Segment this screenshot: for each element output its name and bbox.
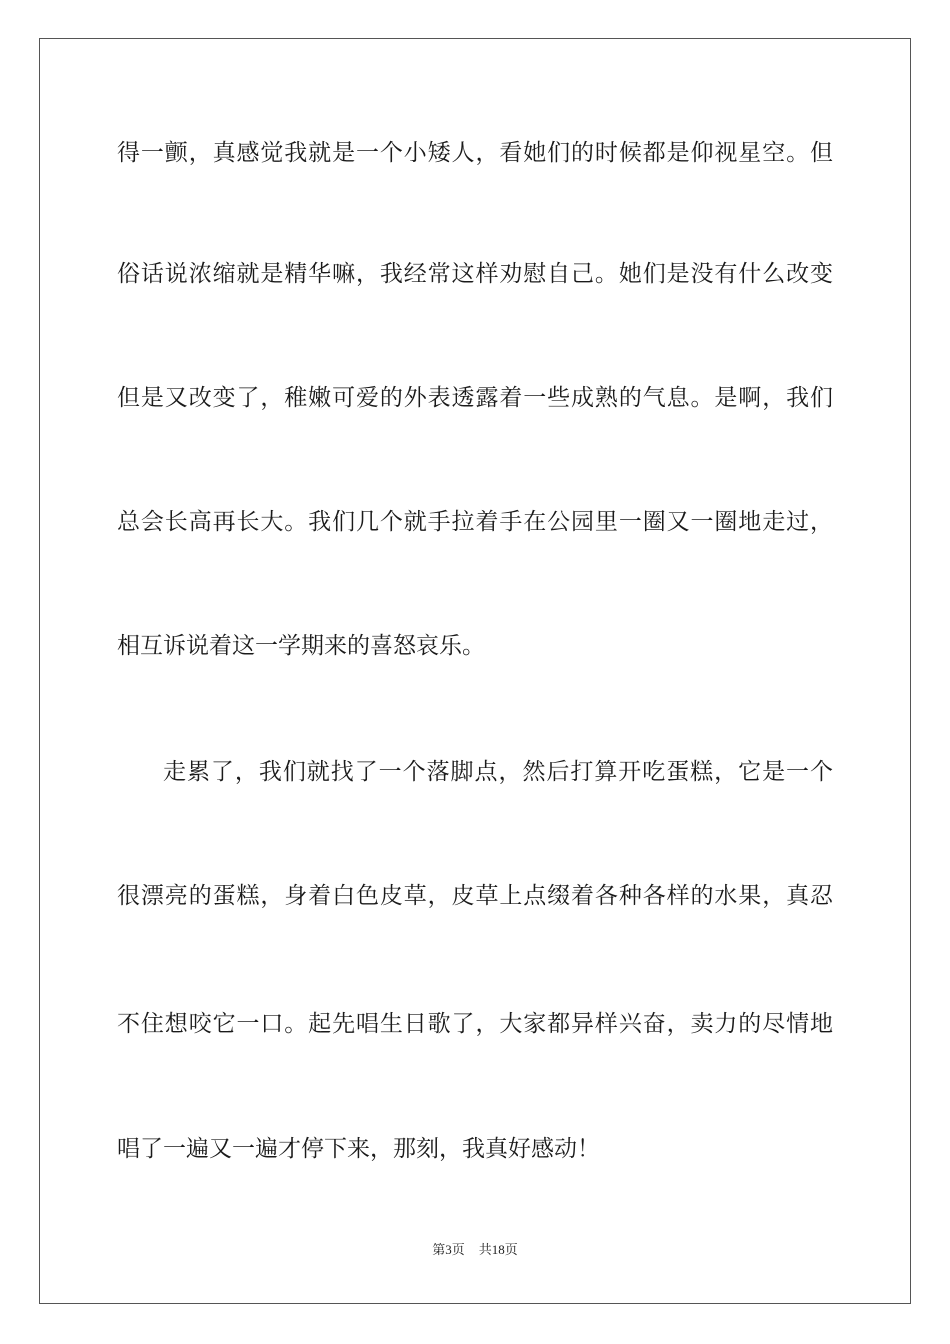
page-total: 共18页 — [478, 1242, 518, 1257]
body-line-5: 相互诉说着这一学期来的喜怒哀乐。 — [117, 633, 485, 659]
page-number: 第3页 — [432, 1242, 465, 1257]
body-line-6: 走累了，我们就找了一个落脚点，然后打算开吃蛋糕，它是一个 — [163, 759, 833, 785]
body-line-8: 不住想咬它一口。起先唱生日歌了，大家都异样兴奋，卖力的尽情地 — [117, 1011, 833, 1037]
body-line-7: 很漂亮的蛋糕，身着白色皮草，皮草上点缀着各种各样的水果，真忍 — [117, 883, 833, 909]
body-line-1: 得一颤，真感觉我就是一个小矮人，看她们的时候都是仰视星空。但 — [117, 140, 833, 166]
page-footer — [0, 1241, 950, 1259]
body-line-3: 但是又改变了，稚嫩可爱的外表透露着一些成熟的气息。是啊，我们 — [117, 385, 833, 411]
page-border — [39, 38, 911, 1304]
body-line-4: 总会长高再长大。我们几个就手拉着手在公园里一圈又一圈地走过， — [117, 509, 833, 535]
body-line-9: 唱了一遍又一遍才停下来，那刻，我真好感动！ — [117, 1136, 600, 1162]
body-line-2: 俗话说浓缩就是精华嘛，我经常这样劝慰自己。她们是没有什么改变 — [117, 261, 833, 287]
